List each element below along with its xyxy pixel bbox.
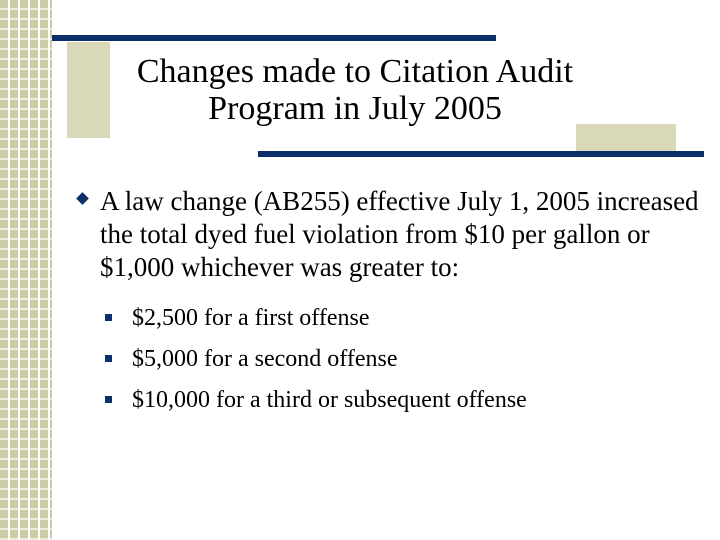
- sub-bullet-item: [105, 298, 708, 339]
- sub-bullet-item: [105, 339, 708, 380]
- diamond-bullet-icon: [76, 192, 89, 205]
- decorative-block-left: [67, 42, 110, 138]
- sub-bullet-text: $2,500 for a first offense: [132, 305, 370, 331]
- square-bullet-icon: [105, 396, 112, 403]
- slide-title: [110, 53, 600, 127]
- main-bullet: [78, 185, 708, 284]
- decorative-grid-strip: [0, 0, 52, 540]
- sub-bullet-text: $10,000 for a third or subsequent offense: [132, 387, 527, 413]
- square-bullet-icon: [105, 314, 112, 321]
- square-bullet-icon: [105, 355, 112, 362]
- slide-title-line-1: Changes made to Citation Audit: [136, 53, 574, 90]
- sub-bullet-text: $5,000 for a second offense: [132, 346, 398, 372]
- main-bullet-text: A law change (AB255) effective July 1, 2005 increased the total dyed fuel violation from $10 per gallon or $1,000 whichever was greater to:: [100, 186, 699, 282]
- sub-bullet-list: [78, 298, 708, 421]
- title-bar-bottom: [258, 151, 704, 157]
- sub-bullet-item: [105, 380, 708, 421]
- slide-title-line-2: Program in July 2005: [208, 90, 502, 127]
- slide-body: [78, 185, 708, 421]
- title-bar-top: [52, 35, 496, 41]
